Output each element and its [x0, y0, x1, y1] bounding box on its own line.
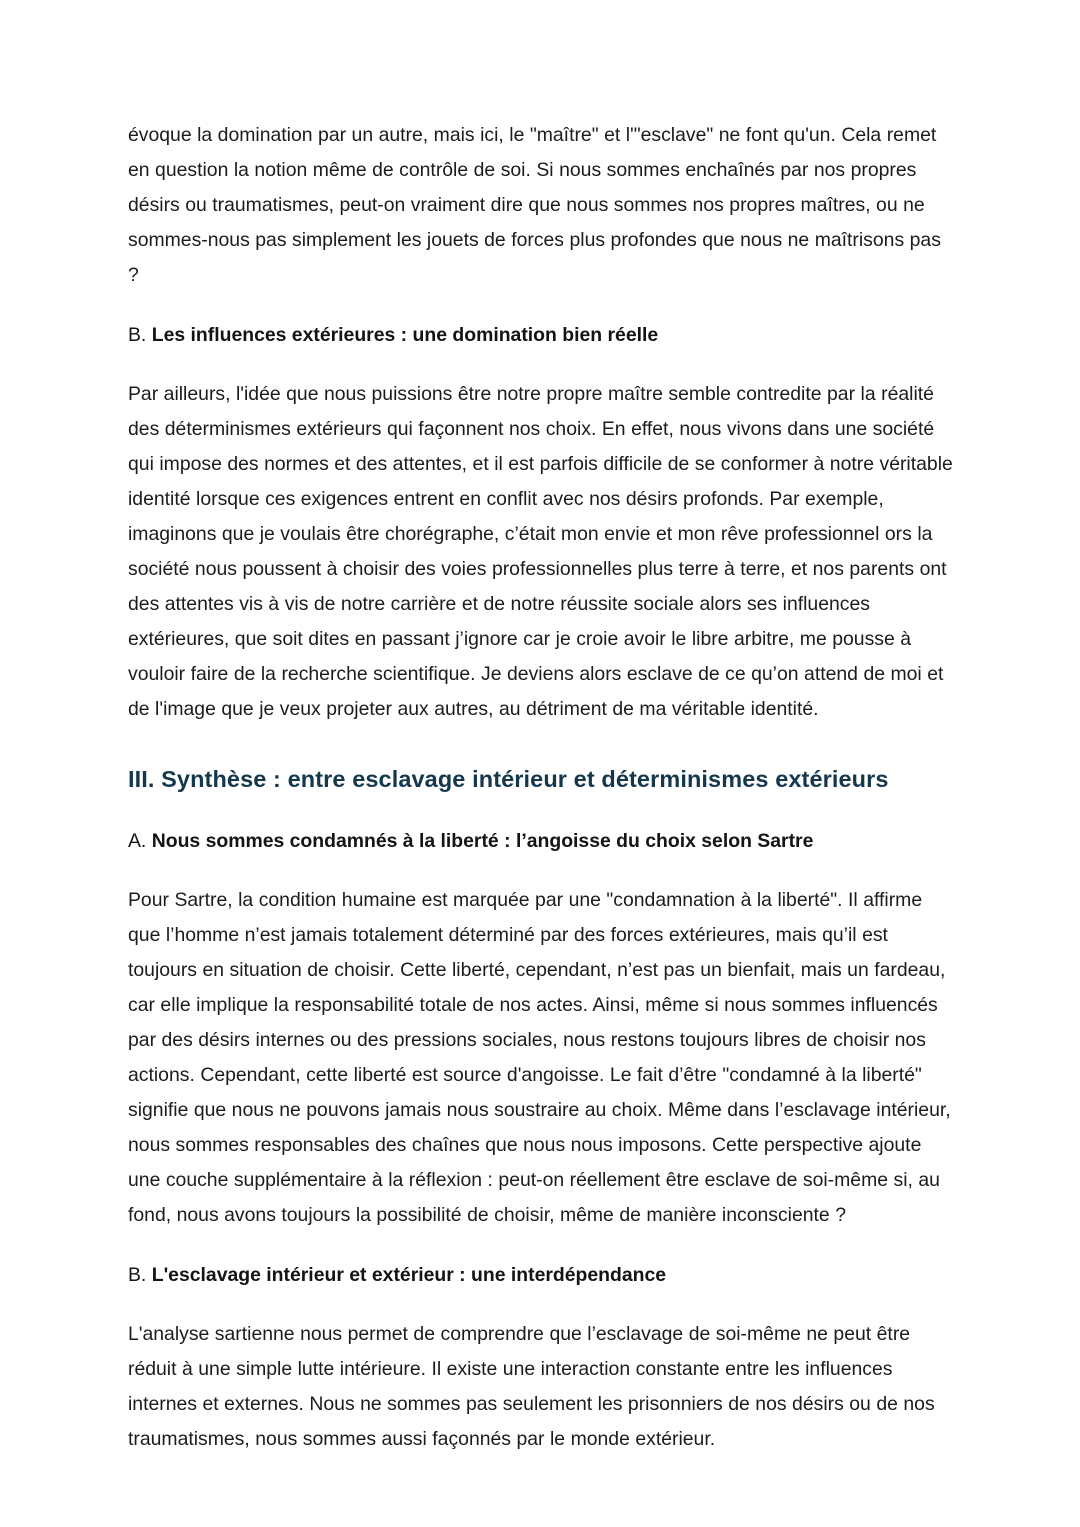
section-heading-iii-synthese: III. Synthèse : entre esclavage intérieur et déterminismes extérieurs	[128, 766, 889, 792]
subheading-letter: A.	[128, 830, 147, 852]
subheading-a-condamnes-liberte	[128, 825, 956, 857]
subheading-b-interdependance	[128, 1259, 956, 1291]
paragraph-sartre-condamnation-liberte: Pour Sartre, la condition humaine est marquée par une "condamnation à la liberté". Il affirme que l’homme n’est jamais totalement déterminé par des forces extérieures, mais qu’il est toujours en situation de choisir. Cette liberté, cependant, n’est pas un bienfait, mais un fardeau, car elle implique la responsabilité totale de nos actes. Ainsi, même si nous sommes influencés par des désirs internes ou des pressions sociales, nous restons toujours libres de choisir nos actions. Cependant, cette liberté est source d'angoisse. Le fait d’être "condamné à la liberté" signifie que nous ne pouvons jamais nous soustraire au choix. Même dans l’esclavage intérieur, nous sommes responsables des chaînes que nous nous imposons. Cette perspective ajoute une couche supplémentaire à la réflexion : peut-on réellement être esclave de soi-même si, au fond, nous avons toujours la possibilité de choisir, même de manière inconsciente ?	[128, 889, 951, 1226]
document-text-column	[128, 118, 956, 1457]
subheading-label: Les influences extérieures : une domination bien réelle	[151, 324, 659, 346]
subheading-label: L'esclavage intérieur et extérieur : une interdépendance	[151, 1264, 667, 1286]
paragraph-analyse-sartrienne: L'analyse sartienne nous permet de comprendre que l’esclavage de soi-même ne peut être réduit à une simple lutte intérieure. Il existe une interaction constante entre les influences internes et externes. Nous ne sommes pas seulement les prisonniers de nos désirs ou de nos traumatismes, nous sommes aussi façonnés par le monde extérieur.	[128, 1323, 935, 1450]
subheading-letter: B.	[128, 1264, 147, 1286]
subheading-letter: B.	[128, 324, 147, 346]
subheading-label: Nous sommes condamnés à la liberté : l’angoisse du choix selon Sartre	[151, 830, 814, 852]
paragraph-esclavage-interieur-suite: évoque la domination par un autre, mais ici, le "maître" et l'"esclave" ne font qu'un. Cela remet en question la notion même de contrôle de soi. Si nous sommes enchaînés par nos propres désirs ou traumatismes, peut-on vraiment dire que nous sommes nos propres maîtres, ou ne sommes-nous pas simplement les jouets de forces plus profondes que nous ne maîtrisons pas ?	[128, 124, 941, 286]
paragraph-determinismes-exterieurs: Par ailleurs, l'idée que nous puissions être notre propre maître semble contredite par la réalité des déterminismes extérieurs qui façonnent nos choix. En effet, nous vivons dans une société qui impose des normes et des attentes, et il est parfois difficile de se conformer à notre véritable identité lorsque ces exigences entrent en conflit avec nos désirs profonds. Par exemple, imaginons que je voulais être chorégraphe, c’était mon envie et mon rêve professionnel ors la société nous poussent à choisir des voies professionnelles plus terre à terre, et nos parents ont des attentes vis à vis de notre carrière et de notre réussite sociale alors ses influences extérieures, que soit dites en passant j’ignore car je croie avoir le libre arbitre, me pousse à vouloir faire de la recherche scientifique. Je deviens alors esclave de ce qu’on attend de moi et de l'image que je veux projeter aux autres, au détriment de ma véritable identité.	[128, 383, 953, 720]
subheading-b-influences-exterieures	[128, 319, 956, 351]
